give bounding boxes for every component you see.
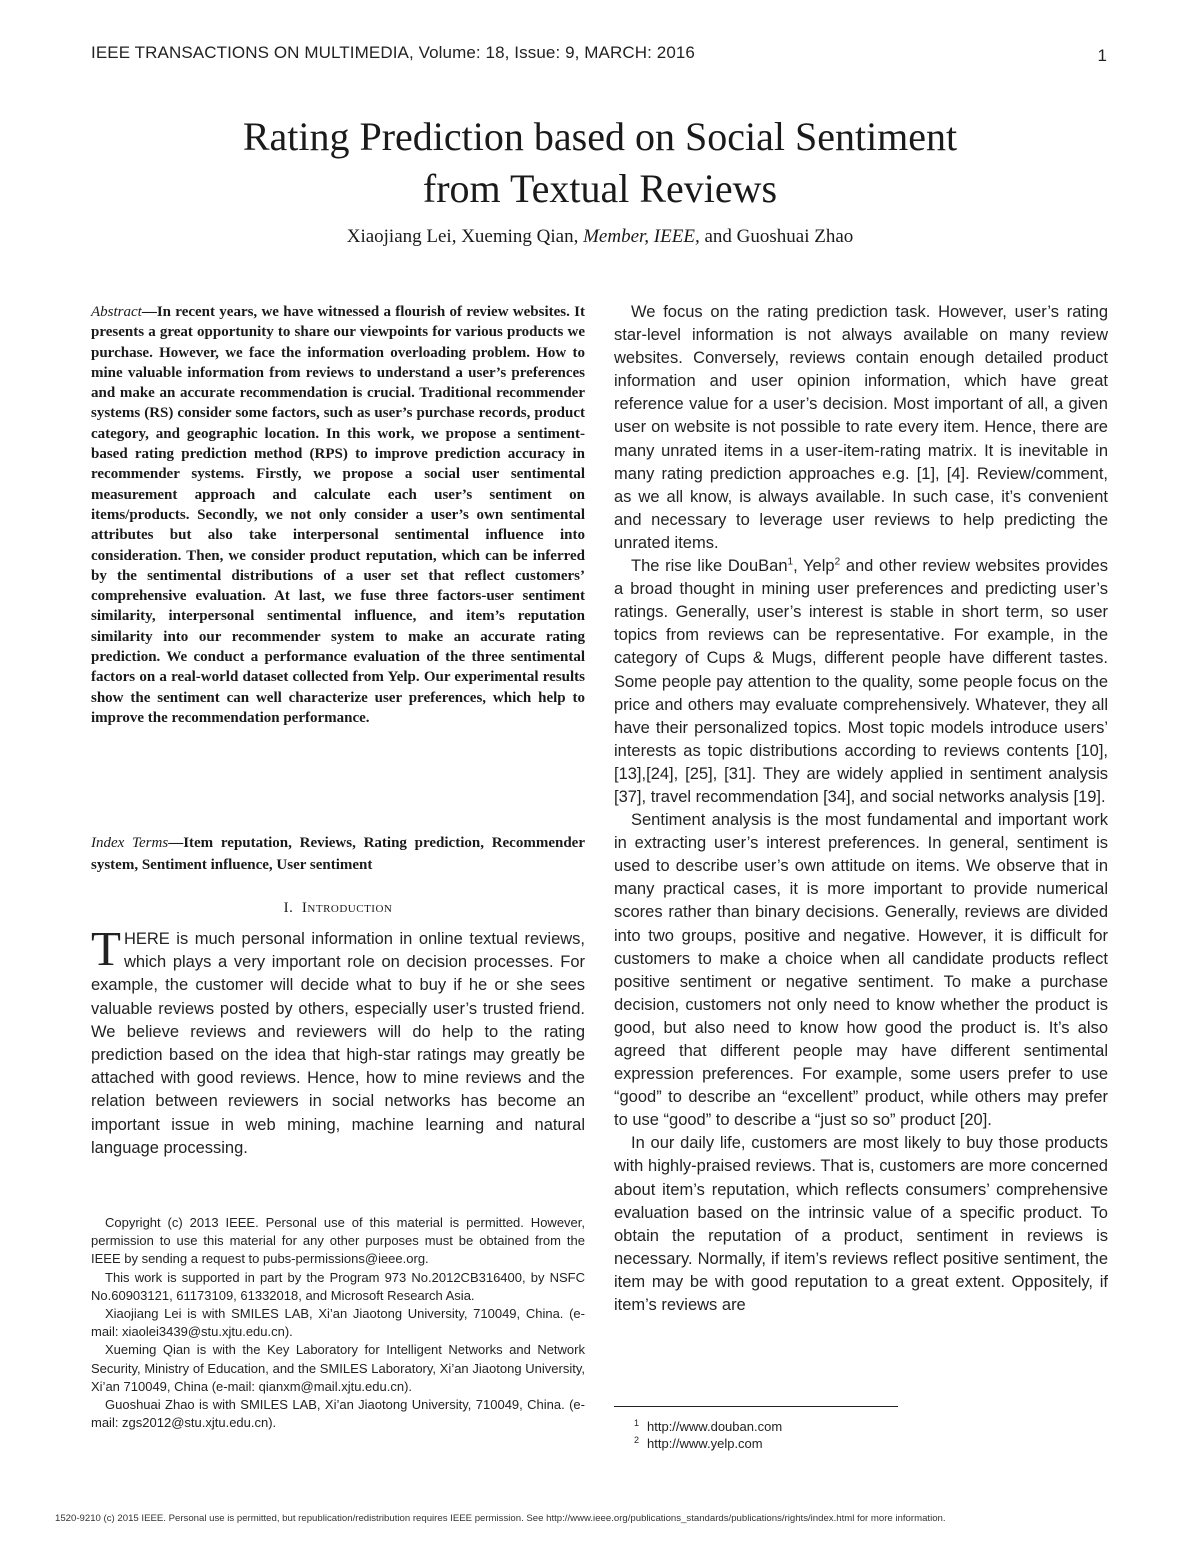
abstract	[91, 302, 585, 728]
title-line-1: Rating Prediction based on Social Sentiment	[242, 114, 958, 159]
body-paragraph: We focus on the rating prediction task. However, user’s rating star-level information is not always available on many review websites. Conversely, reviews contain enough detailed product information and user opinion information, which have great reference value for a user’s decision. Most important of all, a given user on website is not possible to rate every item. Hence, there are many unrated items in a user-item-rating matrix. It is inevitable in many rating prediction approaches e.g. [1], [4]. Review/comment, as we all know, is always available. In such case, it’s convenient and necessary to leverage user reviews to help predicting the unrated items.	[614, 303, 1108, 552]
permission-notice: 1520-9210 (c) 2015 IEEE. Personal use is permitted, but republication/redistribution requires IEEE permission. See http://www.ieee.org/publications_standards/publications/rights/index.html for more information.	[55, 1513, 946, 1524]
journal-header: IEEE TRANSACTIONS ON MULTIMEDIA, Volume: 18, Issue: 9, MARCH: 2016	[91, 43, 695, 62]
author-names-tail: and Guoshuai Zhao	[699, 226, 854, 247]
funding-footnote: This work is supported in part by the Program 973 No.2012CB316400, by NSFC No.60903121, 61173109, 61332018, and Microsoft Research Asia.	[91, 1269, 585, 1303]
author-membership: Member, IEEE,	[583, 226, 700, 247]
intro-text: HERE is much personal information in online textual reviews, which plays a very important role on decision processes. For example, the customer will decide what to buy if he or she sees valuable reviews posted by others, especially user’s trusted friend. We believe reviews and reviewers will do help to the rating prediction based on the idea that high-star ratings may greatly be attached with good reviews. Hence, how to mine reviews and the relation between reviewers in social networks has become an important issue in web mining, machine learning and natural language processing.	[91, 930, 585, 1157]
drop-cap: T	[91, 921, 121, 976]
index-terms	[91, 832, 585, 876]
url-footnotes	[634, 1418, 782, 1452]
footnote-divider	[614, 1406, 898, 1407]
right-column-body	[614, 301, 1108, 1317]
body-text: The rise like DouBan	[631, 557, 788, 576]
body-paragraph: Sentiment analysis is the most fundamental and important work in extracting user’s interest preferences. In general, sentiment is used to describe user’s own attitude on items. We observe that in many practical cases, it is more important to provide numerical scores rather than binary decisions. Generally, reviews are divided into two groups, positive and negative. However, it is difficult for customers to make a choice when all candidate products reflect positive sentiment or negative sentiment. To make a purchase decision, customers not only need to know whether the product is good, but also need to know how good the product is. It’s also agreed that different people may have different sentimental expression preferences. For example, some users prefer to use “good” to describe an “excellent” product, while others may prefer to use “good” to describe a “just so so” product [20].	[614, 811, 1108, 1130]
copyright-footnote: Copyright (c) 2013 IEEE. Personal use of this material is permitted. However, permission to use this material for any other purposes must be obtained from the IEEE by sending a request to pubs-permissions@ieee.org.	[91, 1215, 585, 1267]
author-line	[60, 226, 1140, 248]
footnote-link[interactable]: http://www.yelp.com	[647, 1436, 763, 1451]
intro-paragraph	[91, 921, 585, 1160]
body-text: and other review websites provides a broad thought in mining user preferences and predicting user’s ratings. Generally, user’s interest is stable in short term, so user topics from reviews can be representative. For example, in the category of Cups & Mugs, different people have different tastes. Some people pay attention to the quality, some people focus on the price and others may evaluate comprehensively. Whatever, they all have their personalized topics. Most topic models introduce users’ interests as topic distributions according to reviews contents [10],[13],[24], [25], [31]. They are widely applied in sentiment analysis [37], travel recommendation [34], and social networks analysis [19].	[614, 557, 1108, 806]
abstract-text: —In recent years, we have witnessed a flourish of review websites. It presents a great opportunity to share our viewpoints for various products we purchase. However, we face the information overloading problem. How to mine valuable information from reviews to understand a user’s preferences and make an accurate recommendation is crucial. Traditional recommender systems (RS) consider some factors, such as user’s purchase records, product category, and geographic location. In this work, we propose a sentiment-based rating prediction method (RPS) to improve prediction accuracy in recommender systems. Firstly, we propose a social user sentimental measurement approach and calculate each user’s sentiment on items/products. Secondly, we not only consider a user’s own sentimental attributes but also take interpersonal sentimental influence into consideration. Then, we consider product reputation, which can be inferred by the sentimental distributions of a user set that reflect customers’ comprehensive evaluation. At last, we fuse three factors-user sentiment similarity, interpersonal sentimental influence, and item’s reputation similarity into our recommender system to make an accurate rating prediction. We conduct a performance evaluation of the three sentimental factors on a real-world dataset collected from Yelp. Our experimental results show the sentiment can well characterize user preferences, which help to improve the recommendation performance.	[91, 304, 585, 726]
footnote-mark: 1	[634, 1417, 640, 1428]
abstract-label: Abstract	[91, 304, 142, 320]
footnote-mark: 2	[634, 1434, 640, 1445]
url-footnote	[634, 1435, 782, 1452]
paper-title	[60, 111, 1140, 215]
section-number: I.	[283, 900, 294, 916]
index-terms-label: Index Terms	[91, 835, 169, 851]
body-paragraph: In our daily life, customers are most likely to buy those products with highly-praised reviews. That is, customers are more concerned about item’s reputation, which reflects consumers’ comprehensive evaluation based on the intrinsic value of a specific product. To obtain the reputation of a product, sentiment in reviews is necessary. Normally, if item’s reviews reflect positive sentiment, the item may be with good reputation to a great extent. Oppositely, if item’s reviews are	[614, 1134, 1108, 1315]
title-line-2: from Textual Reviews	[422, 166, 778, 211]
author-footnote-qian: Xueming Qian is with the Key Laboratory for Intelligent Networks and Network Security, Ministry of Education, and the SMILES Laboratory, Xi’an Jiaotong University, Xi’an 710049, China (e-mail: qianxm@mail.xjtu.edu.cn).	[91, 1342, 585, 1394]
page-number: 1	[1097, 46, 1107, 65]
section-heading	[91, 900, 585, 917]
footnote-mark: 2	[834, 556, 841, 568]
author-footnote-lei: Xiaojiang Lei is with SMILES LAB, Xi’an Jiaotong University, 710049, China. (e-mail: xiaolei3439@stu.xjtu.edu.cn).	[91, 1306, 585, 1340]
body-paragraph	[614, 555, 1108, 809]
url-footnote	[634, 1418, 782, 1435]
footnote-mark: 1	[787, 556, 794, 568]
author-names: Xiaojiang Lei, Xueming Qian,	[346, 226, 584, 247]
affiliation-footnotes	[91, 1214, 585, 1432]
index-terms-text: —Item reputation, Reviews, Rating prediction, Recommender system, Sentiment influence, User sentiment	[91, 835, 585, 873]
author-footnote-zhao: Guoshuai Zhao is with SMILES LAB, Xi’an Jiaotong University, 710049, China. (e-mail: zgs2012@stu.xjtu.edu.cn).	[91, 1397, 585, 1431]
body-text: , Yelp	[793, 557, 835, 576]
section-title: Introduction	[301, 900, 393, 916]
footnote-link[interactable]: http://www.douban.com	[647, 1419, 783, 1434]
